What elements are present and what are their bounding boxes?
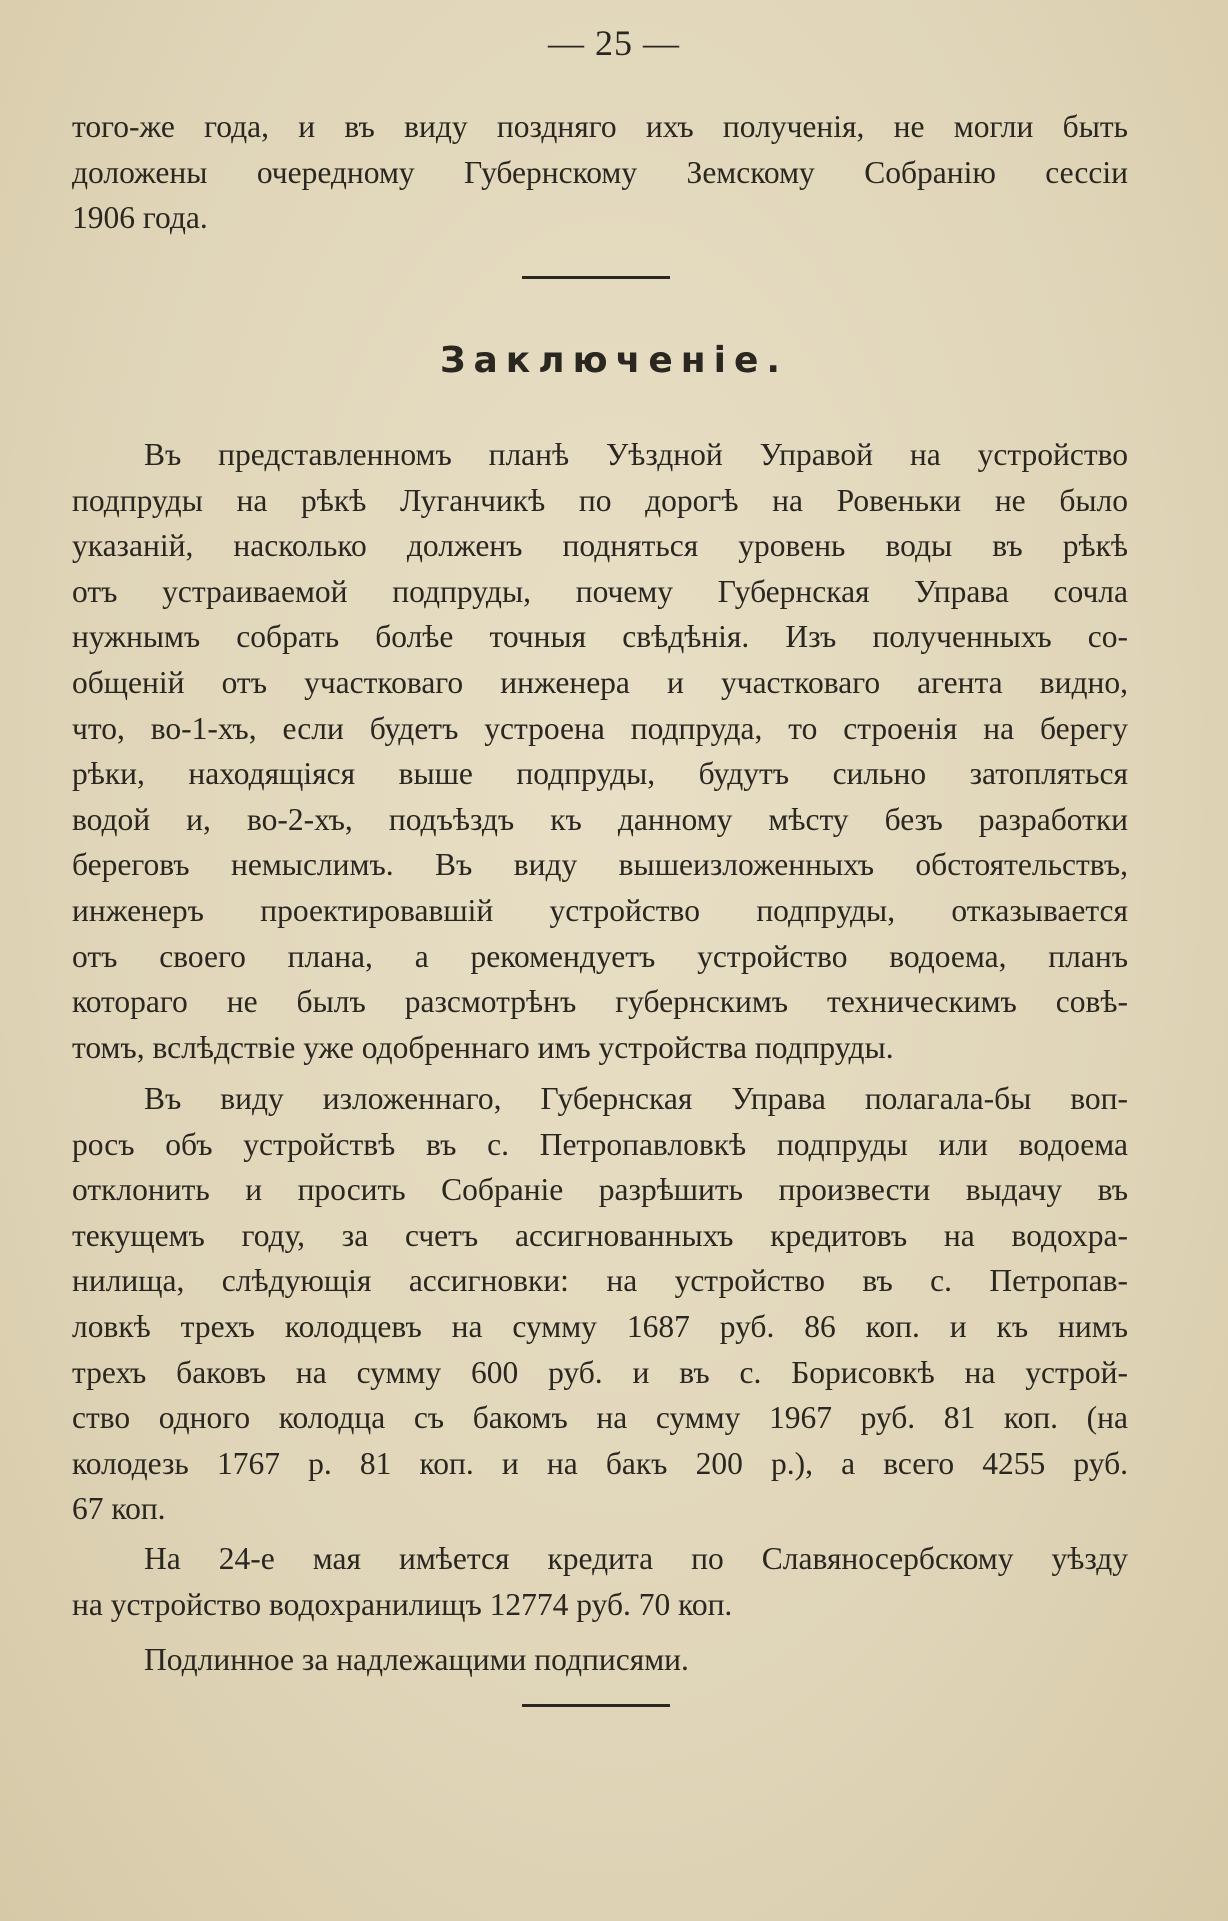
text-line: береговъ немыслимъ. Въ виду вышеизложенныхъ обстоятельствъ, <box>72 847 1128 883</box>
text-line: колодезь 1767 р. 81 коп. и на бакъ 200 р.), а всего 4255 руб. <box>72 1445 1128 1481</box>
text-line: нужнымъ собрать болѣе точныя свѣдѣнія. Изъ полученныхъ со- <box>72 619 1128 655</box>
text-line: общеній отъ участковаго инженера и участковаго агента видно, <box>72 664 1128 700</box>
top-paragraph <box>72 104 1128 241</box>
text-line: ловкѣ трехъ колодцевъ на сумму 1687 руб. 86 коп. и къ нимъ <box>72 1308 1128 1344</box>
text-line: 1906 года. <box>72 200 208 236</box>
text-line: того-же года, и въ виду поздняго ихъ полученія, не могли быть <box>72 109 1128 144</box>
text-line: доложены очередному Губернскому Земскому Собранію сессіи <box>72 154 1128 190</box>
divider-rule <box>522 276 670 279</box>
paragraph-1 <box>72 432 1128 1070</box>
text-line: томъ, вслѣдствіе уже одобреннаго имъ устройства подпруды. <box>72 1029 894 1065</box>
text-line: отъ устраиваемой подпруды, почему Губернская Управа сочла <box>72 573 1128 609</box>
divider-rule <box>522 1704 670 1707</box>
text-line: подпруды на рѣкѣ Луганчикѣ по дорогѣ на Ровеньки не было <box>72 482 1128 518</box>
text-line: Въ виду изложеннаго, Губернская Управа полагала-бы воп- <box>144 1081 1128 1116</box>
text-line: текущемъ году, за счетъ ассигнованныхъ кредитовъ на водохра- <box>72 1217 1128 1253</box>
text-line: Въ представленномъ планѣ Уѣздной Управой на устройство <box>144 437 1128 472</box>
text-line: на устройство водохранилищъ 12774 руб. 70 коп. <box>72 1586 733 1622</box>
paragraph-4 <box>72 1637 1128 1683</box>
text-line: указаній, насколько долженъ подняться уровень воды въ рѣкѣ <box>72 528 1128 564</box>
text-line: отклонить и просить Собраніе разрѣшить произвести выдачу въ <box>72 1172 1128 1208</box>
text-line: котораго не былъ разсмотрѣнъ губернскимъ техническимъ совѣ- <box>72 984 1128 1020</box>
paragraph-2 <box>72 1076 1128 1532</box>
paragraph-3 <box>72 1536 1128 1627</box>
text-line: инженеръ проектировавшій устройство подпруды, отказывается <box>72 892 1128 928</box>
page-number: — 25 — <box>548 23 680 63</box>
text-line: водой и, во-2-хъ, подъѣздъ къ данному мѣсту безъ разработки <box>72 801 1128 837</box>
text-line: отъ своего плана, а рекомендуетъ устройство водоема, планъ <box>72 938 1128 974</box>
text-line: Подлинное за надлежащими подписями. <box>144 1642 689 1677</box>
text-line: нилища, слѣдующія ассигновки: на устройство въ с. Петропав- <box>72 1263 1128 1299</box>
text-line: росъ объ устройствѣ въ с. Петропавловкѣ подпруды или водоема <box>72 1126 1128 1162</box>
text-line: рѣки, находящіяся выше подпруды, будутъ сильно затопляться <box>72 756 1128 792</box>
text-line: что, во-1-хъ, если будетъ устроена подпруда, то строенія на берегу <box>72 710 1128 746</box>
text-line: На 24-е мая имѣется кредита по Славяносербскому уѣзду <box>144 1541 1128 1576</box>
text-line: 67 коп. <box>72 1491 166 1527</box>
section-heading: Заключеніе. <box>439 340 789 381</box>
text-line: трехъ баковъ на сумму 600 руб. и въ с. Борисовкѣ на устрой- <box>72 1354 1128 1390</box>
text-line: ство одного колодца съ бакомъ на сумму 1967 руб. 81 коп. (на <box>72 1400 1128 1436</box>
